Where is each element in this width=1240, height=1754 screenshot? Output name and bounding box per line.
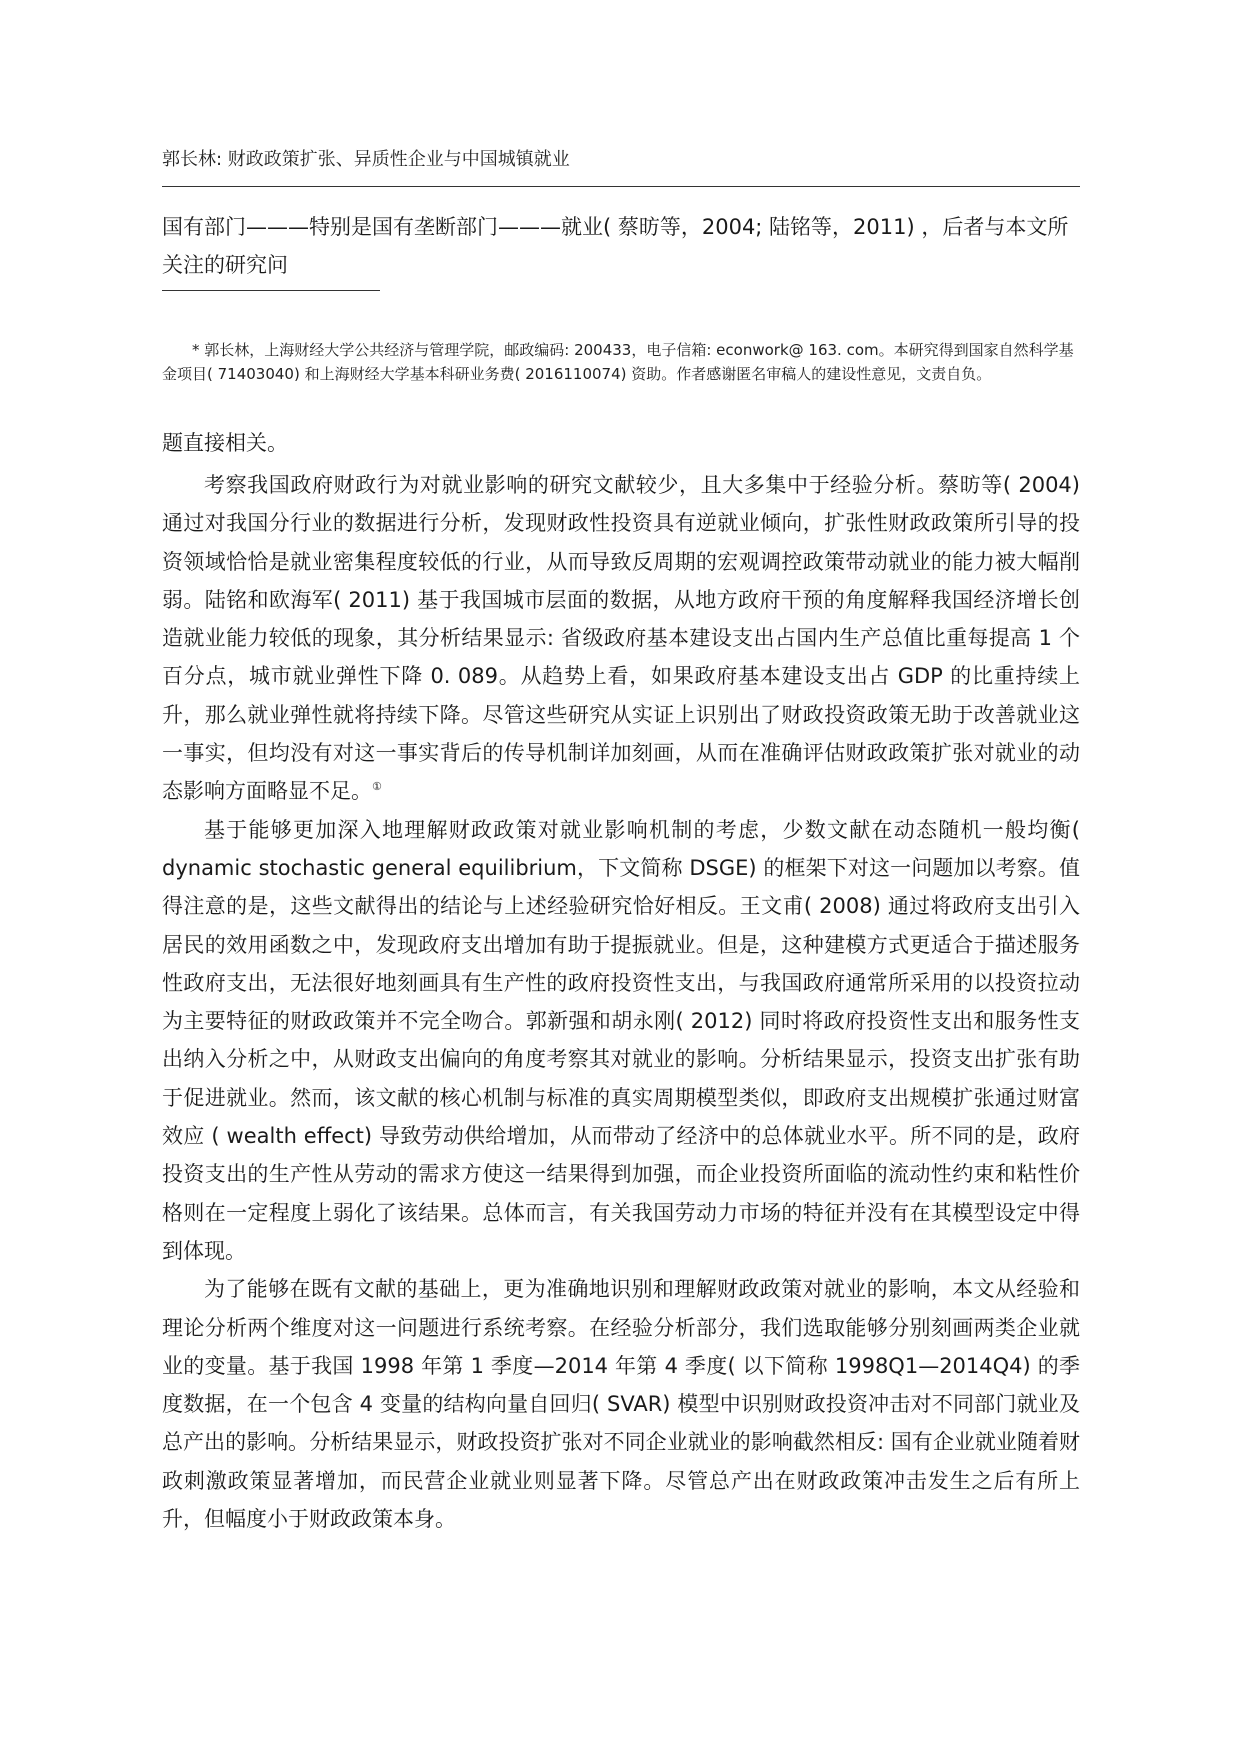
footnote-marker: ① [372, 780, 382, 794]
intro-continuation: 题直接相关。 [162, 431, 288, 455]
paragraph-3 [162, 1270, 1080, 1538]
paragraph-2-text: 基于能够更加深入地理解财政政策对就业影响机制的考虑，少数文献在动态随机一般均衡( dynamic stochastic general equilibrium，下文简称 DSGE) 的框架下对这一问题加以考察。值得注意的是，这些文献得出的结论与上述经验研究恰好相反。王文甫( 2008) 通过将政府支出引入居民的效用函数之中，发现政府支出增加有助于提振就业。但是，这种建模方式更适合于描述服务性政府支出，无法很好地刻画具有生产性的政府投资性支出，与我国政府通常所采用的以投资拉动为主要特征的财政政策并不完全吻合。郭新强和胡永刚( 2012) 同时将政府投资性支出和服务性支出纳入分析之中，从财政支出偏向的角度考察其对就业的影响。分析结果显示，投资支出扩张有助于促进就业。然而，该文献的核心机制与标准的真实周期模型类似，即政府支出规模扩张通过财富效应 ( wealth effect) 导致劳动供给增加，从而带动了经济中的总体就业水平。所不同的是，政府投资支出的生产性从劳动的需求方使这一结果得到加强，而企业投资所面临的流动性约束和粘性价格则在一定程度上弱化了该结果。总体而言，有关我国劳动力市场的特征并没有在其模型设定中得到体现。 [162, 817, 1080, 1263]
author-footnote: * 郭长林，上海财经大学公共经济与管理学院，邮政编码: 200433，电子信箱: econwork@ 163. com。本研究得到国家自然科学基金项目( 71403040) 和上海财经大学基本科研业务费( 2016110074) 资助。作者感谢匿名审稿人的建设性意见，文责自负。 [162, 341, 1074, 383]
running-header: 郭长林: 财政政策扩张、异质性企业与中国城镇就业 [162, 149, 570, 170]
paragraph-1-text: 考察我国政府财政行为对就业影响的研究文献较少，且大多集中于经验分析。蔡昉等( 2004) 通过对我国分行业的数据进行分析，发现财政性投资具有逆就业倾向，扩张性财政政策所引导的投资领域恰恰是就业密集程度较低的行业，从而导致反周期的宏观调控政策带动就业的能力被大幅削弱。陆铭和欧海军( 2011) 基于我国城市层面的数据，从地方政府干预的角度解释我国经济增长创造就业能力较低的现象，其分析结果显示: 省级政府基本建设支出占国内生产总值比重每提高 1 个百分点，城市就业弹性下降 0. 089。从趋势上看，如果政府基本建设支出占 GDP 的比重持续上升，那么就业弹性就将持续下降。尽管这些研究从实证上识别出了财政投资政策无助于改善就业这一事实，但均没有对这一事实背后的传导机制详加刻画，从而在准确评估财政政策扩张对就业的动态影响方面略显不足。 [162, 473, 1080, 804]
paragraph-1 [162, 466, 1080, 811]
body-text [162, 466, 1080, 1538]
paragraph-2 [162, 811, 1080, 1271]
intro-first-line: 国有部门———特别是国有垄断部门———就业( 蔡昉等，2004; 陆铭等，2011) ，后者与本文所关注的研究问 [162, 215, 1069, 277]
footnote-rule [162, 290, 380, 291]
header-rule [162, 186, 1080, 187]
paragraph-3-text: 为了能够在既有文献的基础上，更为准确地识别和理解财政政策对就业的影响，本文从经验和理论分析两个维度对这一问题进行系统考察。在经验分析部分，我们选取能够分别刻画两类企业就业的变量。基于我国 1998 年第 1 季度—2014 年第 4 季度( 以下简称 1998Q1—2014Q4) 的季度数据，在一个包含 4 变量的结构向量自回归( SVAR) 模型中识别财政投资冲击对不同部门就业及总产出的影响。分析结果显示，财政投资扩张对不同企业就业的影响截然相反: 国有企业就业随着财政刺激政策显著增加，而民营企业就业则显著下降。尽管总产出在财政政策冲击发生之后有所上升，但幅度小于财政政策本身。 [162, 1277, 1080, 1532]
